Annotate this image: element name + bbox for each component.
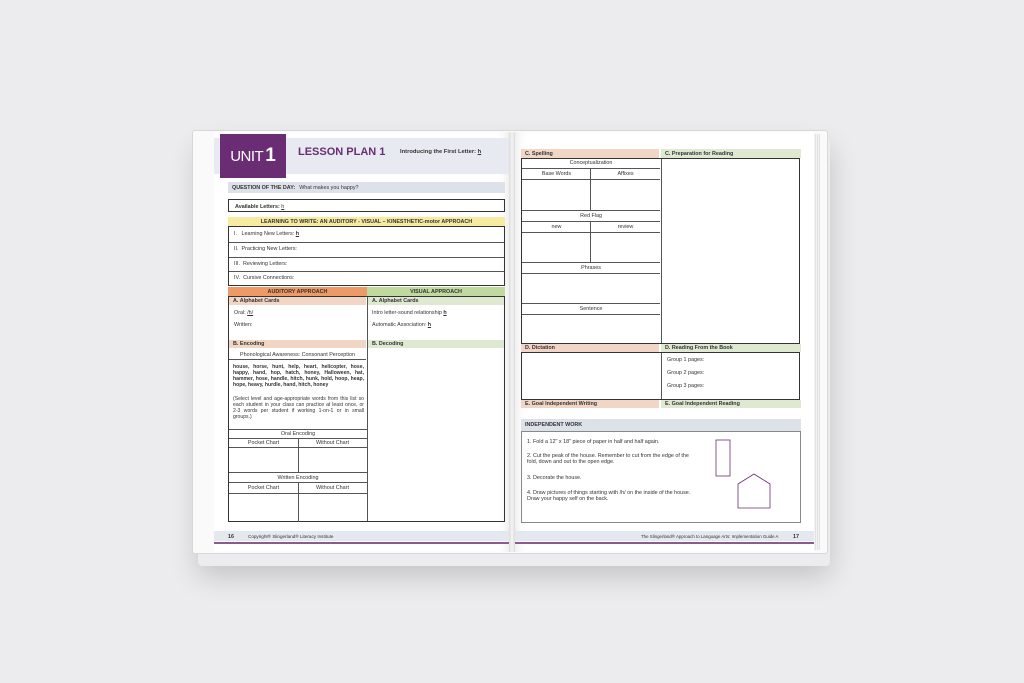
available-value: h	[281, 204, 285, 210]
alphabet-cards-visual: A. Alphabet Cards	[368, 297, 504, 305]
automatic-line: Automatic Association: h	[372, 322, 432, 328]
learning-item: I. Learning New Letters: h	[234, 231, 300, 237]
reading-from-book-header: D. Reading From the Book	[661, 344, 801, 352]
learning-to-write-header: LEARNING TO WRITE: AN AUDITORY - VISUAL – KINESTHETIC-motor APPROACH	[228, 217, 505, 226]
lesson-letter: h	[477, 149, 482, 155]
pocket-chart: Pocket Chart	[247, 485, 280, 491]
footer-rule	[214, 542, 511, 544]
learning-item: III. Reviewing Letters:	[234, 261, 288, 267]
step-1: 1. Fold a 12" x 18" piece of paper in half and half again.	[527, 439, 660, 445]
pocket-chart: Pocket Chart	[247, 440, 280, 446]
left-page	[214, 132, 511, 552]
conceptualization: Conceptualization	[569, 160, 613, 166]
red-flag: Red Flag	[580, 213, 602, 219]
lesson-subtitle	[400, 149, 481, 156]
word-list: house, horse, hunt, help, heart, helicopter, hose, happy, hand, hop, hatch, honey, Halloween, hat, hammer, hose, handle, hitch, hunk, hold, hoop, heap, hope, heavy, hurdle, hand, hitch, honey	[233, 364, 364, 389]
qotd-text: What makes you happy?	[299, 184, 359, 191]
group-1: Group 1 pages:	[667, 357, 705, 363]
select-note: (Select level and age-appropriate words from this list so each student in your class can practice at least once, or 2-3 words per student if working 1-on-1 or in small groups.)	[233, 396, 364, 421]
lesson-plan-title: LESSON PLAN 1	[298, 146, 386, 158]
right-page	[513, 132, 814, 552]
goal-writing-header: E. Goal Independent Writing	[521, 400, 659, 408]
without-chart: Without Chart	[316, 440, 349, 446]
qotd-label: QUESTION OF THE DAY:	[232, 184, 296, 191]
step-3: 3. Decorate the house.	[527, 475, 582, 481]
new: new	[551, 224, 562, 230]
affixes: Affixes	[617, 171, 634, 177]
copyright: Copyright® Slingerland® Literacy Institute	[248, 534, 334, 539]
group-2: Group 2 pages:	[667, 370, 705, 376]
available-label: Available Letters:	[235, 204, 280, 210]
oral-line: Oral: /h/	[234, 310, 254, 316]
unit-word: UNIT	[230, 147, 264, 165]
spelling-header: C. Spelling	[521, 149, 659, 158]
base-words: Base Words	[541, 171, 572, 177]
unit-badge	[220, 134, 286, 178]
group-3: Group 3 pages:	[667, 383, 705, 389]
house-diagram	[713, 438, 783, 512]
goal-reading-header: E. Goal Independent Reading	[661, 400, 801, 408]
preparation-header: C. Preparation for Reading	[661, 149, 801, 158]
footer-rule	[513, 542, 814, 544]
encoding-header: B. Encoding	[229, 340, 366, 348]
dictation-reading-table	[521, 352, 800, 400]
review: review	[617, 224, 634, 230]
alphabet-cards-auditory: A. Alphabet Cards	[229, 297, 366, 305]
lesson-subtitle-text: Introducing the First Letter:	[400, 149, 477, 155]
intro-line: Intro letter-sound relationship h	[372, 310, 447, 316]
spelling-table	[521, 158, 800, 344]
written-label: Written:	[234, 322, 253, 328]
sentence: Sentence	[579, 306, 603, 312]
page-number: 17	[793, 534, 799, 540]
step-2: 2. Cut the peak of the house. Remember to cut from the edge of the fold, down and out to the open edge.	[527, 453, 689, 466]
dictation-header: D. Dictation	[521, 344, 659, 352]
auditory-approach-header: AUDITORY APPROACH	[228, 287, 367, 296]
unit-number: 1	[265, 145, 276, 166]
learning-list	[228, 226, 505, 286]
decoding-header: B. Decoding	[368, 340, 504, 348]
available-letters	[235, 204, 284, 210]
phrases: Phrases	[581, 265, 601, 271]
step-4: 4. Draw pictures of things starting with /h/ on the inside of the house. Draw your happy self on the back.	[527, 490, 691, 503]
footer-title: The Slingerland® Approach to Language Arts: Implementation Guide A	[641, 534, 779, 539]
page-number: 16	[228, 534, 234, 540]
without-chart: Without Chart	[316, 485, 349, 491]
independent-work-header: INDEPENDENT WORK	[521, 419, 801, 431]
learning-item: II. Practicing New Letters:	[234, 246, 297, 252]
written-encoding: Written Encoding	[277, 475, 319, 481]
house-shape	[738, 474, 770, 508]
question-of-day	[228, 182, 505, 193]
oral-encoding: Oral Encoding	[280, 431, 316, 437]
visual-approach-header: VISUAL APPROACH	[367, 287, 505, 296]
available-letters-box	[228, 199, 505, 212]
book-gutter	[509, 132, 515, 552]
phonological-awareness: Phonological Awareness: Consonant Perception	[240, 352, 355, 358]
folded-paper-shape	[716, 440, 730, 476]
learning-item: IV. Cursive Connections:	[234, 275, 295, 281]
